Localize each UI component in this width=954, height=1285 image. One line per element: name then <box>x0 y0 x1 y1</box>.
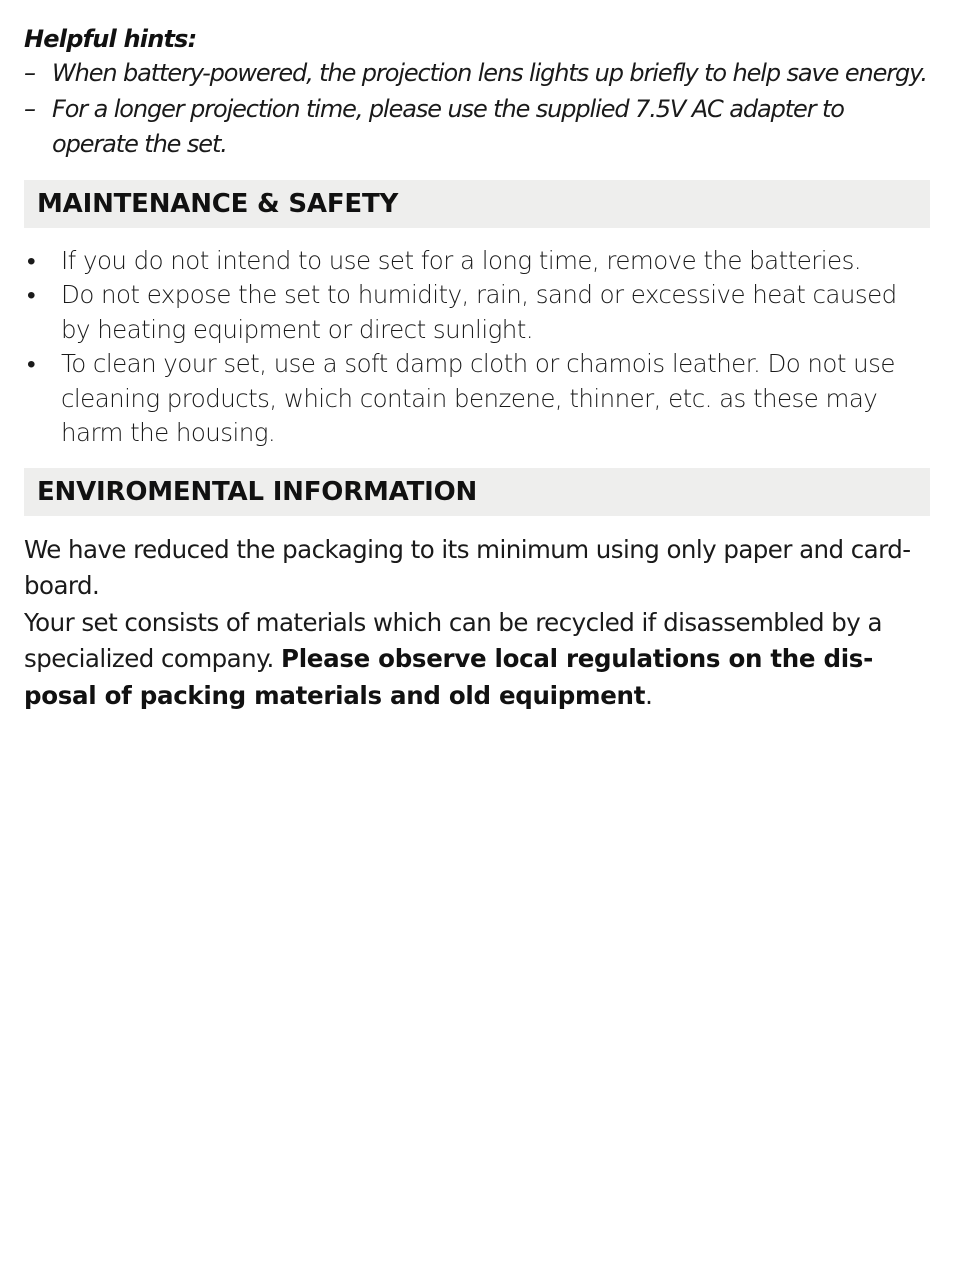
dash-marker: – <box>24 59 35 87</box>
environmental-paragraph <box>24 605 930 715</box>
paragraph-end-text: . <box>645 680 653 710</box>
section-title: MAINTENANCE & SAFETY <box>37 188 399 219</box>
maintenance-list <box>24 244 930 451</box>
environmental-information-header <box>24 468 930 516</box>
hint-item <box>24 56 930 92</box>
section-title: ENVIROMENTAL INFORMATION <box>37 476 478 507</box>
hint-text: When battery-powered, the projection lens lights up briefly to help save energy. <box>52 59 927 87</box>
bullet-marker: • <box>27 245 36 275</box>
document-page <box>24 22 930 714</box>
emphasized-text: Please observe local regulations on the dis-posal of packing materials and old equipment <box>24 644 873 710</box>
list-item <box>24 278 930 347</box>
maintenance-safety-header <box>24 180 930 228</box>
environmental-paragraph: We have reduced the packaging to its minimum using only paper and card-board. <box>24 534 911 600</box>
bullet-marker: • <box>27 280 36 309</box>
dash-marker: – <box>24 94 35 123</box>
list-item-text: Do not expose the set to humidity, rain, sand or excessive heat caused by heating equipment or direct sunlight. <box>61 280 897 344</box>
paragraph-lead-text: Your set consists of materials which can be recycled if disassembled by a specialized company. <box>24 607 882 673</box>
helpful-hints-list <box>24 56 930 163</box>
helpful-hints-title: Helpful hints: <box>24 25 197 53</box>
helpful-hints-section <box>24 22 930 163</box>
environmental-body <box>24 532 930 715</box>
list-item-text: To clean your set, use a soft damp cloth or chamois leather. Do not use cleaning products, which contain benzene, thinner, etc. as these may harm the housing. <box>61 349 895 447</box>
bullet-marker: • <box>27 349 36 378</box>
hint-text: For a longer projection time, please use the supplied 7.5V AC adapter to operate the set. <box>52 94 844 158</box>
list-item <box>24 347 930 451</box>
list-item <box>24 244 930 279</box>
hint-item <box>24 92 930 163</box>
list-item-text: If you do not intend to use set for a long time, remove the batteries. <box>61 245 862 275</box>
